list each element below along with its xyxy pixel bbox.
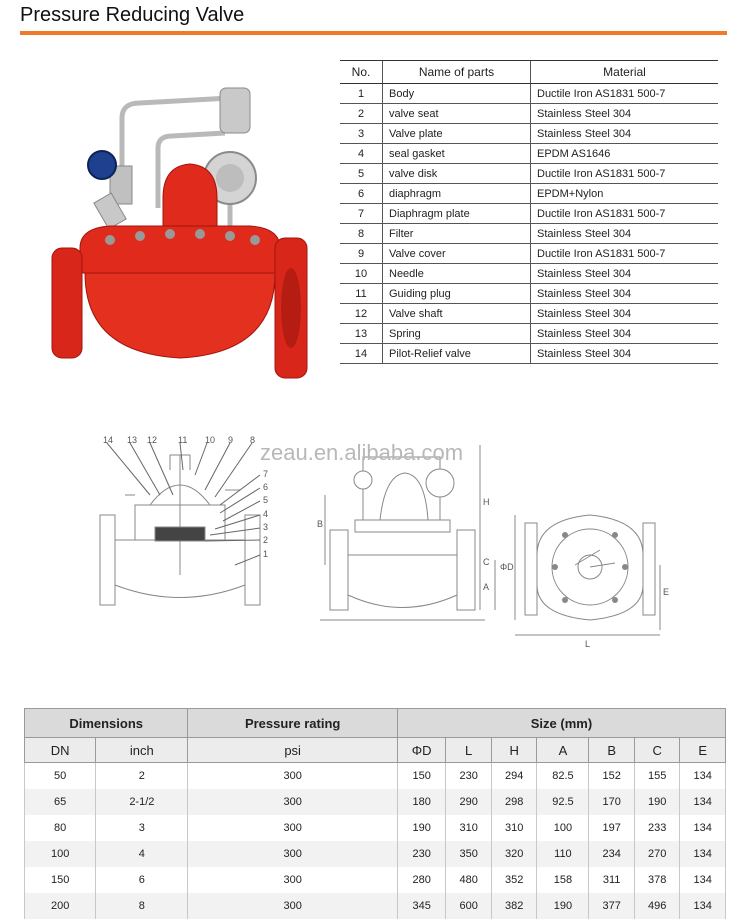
dims-cell: 100 [25, 841, 96, 867]
parts-cell-name: Needle [383, 264, 531, 284]
dims-cell: 382 [491, 893, 537, 919]
dims-cell: 270 [634, 841, 680, 867]
parts-cell-material: Stainless Steel 304 [531, 224, 719, 244]
dims-cell: 300 [188, 841, 398, 867]
parts-row [340, 324, 718, 344]
dims-header-pressure: Pressure rating [188, 709, 398, 738]
parts-cell-no: 2 [340, 104, 383, 124]
drawing-label-12: 12 [147, 435, 157, 445]
parts-cell-name: valve disk [383, 164, 531, 184]
dims-cell: 180 [397, 789, 445, 815]
parts-cell-name: Filter [383, 224, 531, 244]
parts-cell-name: seal gasket [383, 144, 531, 164]
parts-header-name: Name of parts [383, 61, 531, 84]
dims-cell: 134 [680, 867, 726, 893]
parts-row [340, 244, 718, 264]
dims-cell: 150 [25, 867, 96, 893]
parts-row [340, 284, 718, 304]
parts-cell-name: Pilot-Relief valve [383, 344, 531, 364]
drawing-label-l: L [585, 639, 590, 649]
dims-cell: 170 [589, 789, 635, 815]
drawing-label-9: 9 [228, 435, 233, 445]
parts-table-body [340, 84, 718, 364]
technical-drawing [95, 435, 675, 650]
dims-cell: 80 [25, 815, 96, 841]
parts-cell-no: 11 [340, 284, 383, 304]
dims-cell: 345 [397, 893, 445, 919]
drawing-label-2: 2 [263, 535, 268, 545]
dims-cell: 378 [634, 867, 680, 893]
parts-header-no: No. [340, 61, 383, 84]
dims-cell: 300 [188, 867, 398, 893]
dims-cell: 152 [589, 763, 635, 790]
dims-cell: 230 [446, 763, 492, 790]
dims-cell: 8 [96, 893, 188, 919]
dims-row [25, 893, 726, 919]
parts-cell-no: 12 [340, 304, 383, 324]
drawing-label-7: 7 [263, 469, 268, 479]
dims-row [25, 815, 726, 841]
parts-table [340, 60, 718, 364]
parts-cell-material: Stainless Steel 304 [531, 304, 719, 324]
dims-cell: 311 [589, 867, 635, 893]
parts-row [340, 204, 718, 224]
parts-cell-material: Ductile Iron AS1831 500-7 [531, 84, 719, 104]
drawing-label-14: 14 [103, 435, 113, 445]
parts-cell-name: Valve plate [383, 124, 531, 144]
dims-cell: 134 [680, 815, 726, 841]
parts-cell-material: Stainless Steel 304 [531, 104, 719, 124]
parts-cell-no: 4 [340, 144, 383, 164]
dims-cell: 158 [537, 867, 589, 893]
parts-row [340, 84, 718, 104]
drawing-label-8: 8 [250, 435, 255, 445]
drawing-label-c: C [483, 557, 490, 567]
drawing-label-10: 10 [205, 435, 215, 445]
dims-subheader-cell: DN [25, 738, 96, 763]
dims-header-size: Size (mm) [397, 709, 725, 738]
dims-cell: 350 [446, 841, 492, 867]
parts-row [340, 224, 718, 244]
dims-cell: 2 [96, 763, 188, 790]
parts-cell-material: Ductile Iron AS1831 500-7 [531, 244, 719, 264]
dims-cell: 234 [589, 841, 635, 867]
dims-cell: 134 [680, 841, 726, 867]
parts-cell-no: 6 [340, 184, 383, 204]
dims-table-body [25, 763, 726, 919]
dims-subheader-cell: C [634, 738, 680, 763]
dims-cell: 65 [25, 789, 96, 815]
parts-cell-no: 7 [340, 204, 383, 224]
dims-cell: 230 [397, 841, 445, 867]
parts-cell-name: Spring [383, 324, 531, 344]
dims-cell: 352 [491, 867, 537, 893]
drawing-label-13: 13 [127, 435, 137, 445]
parts-row [340, 124, 718, 144]
parts-row [340, 184, 718, 204]
dims-row [25, 789, 726, 815]
dims-subheader-cell: A [537, 738, 589, 763]
dims-cell: 110 [537, 841, 589, 867]
dims-row [25, 841, 726, 867]
dims-cell: 600 [446, 893, 492, 919]
dims-cell: 280 [397, 867, 445, 893]
dims-cell: 100 [537, 815, 589, 841]
parts-cell-name: Guiding plug [383, 284, 531, 304]
dims-cell: 134 [680, 763, 726, 790]
parts-cell-material: Stainless Steel 304 [531, 284, 719, 304]
dims-cell: 480 [446, 867, 492, 893]
parts-row [340, 264, 718, 284]
dims-cell: 4 [96, 841, 188, 867]
dims-cell: 300 [188, 815, 398, 841]
drawing-label-h: H [483, 497, 490, 507]
dims-cell: 310 [446, 815, 492, 841]
dims-cell: 3 [96, 815, 188, 841]
dims-cell: 2-1/2 [96, 789, 188, 815]
dims-subheader-cell: psi [188, 738, 398, 763]
dims-cell: 6 [96, 867, 188, 893]
drawing-label-1: 1 [263, 549, 268, 559]
parts-cell-name: Valve shaft [383, 304, 531, 324]
title-underline [20, 31, 727, 35]
dims-cell: 233 [634, 815, 680, 841]
dims-header-dimensions: Dimensions [25, 709, 188, 738]
dims-subheader-cell: H [491, 738, 537, 763]
drawing-label-e: E [663, 587, 669, 597]
dims-cell: 190 [397, 815, 445, 841]
parts-cell-material: Stainless Steel 304 [531, 124, 719, 144]
parts-cell-no: 9 [340, 244, 383, 264]
dims-cell: 496 [634, 893, 680, 919]
dimensions-table [24, 708, 726, 919]
dims-cell: 134 [680, 789, 726, 815]
parts-cell-no: 13 [340, 324, 383, 344]
page-title: Pressure Reducing Valve [20, 4, 244, 27]
drawing-label-phid: ΦD [500, 562, 514, 572]
dims-subheader-cell: B [589, 738, 635, 763]
drawing-label-11: 11 [178, 435, 187, 445]
dims-cell: 197 [589, 815, 635, 841]
dims-cell: 190 [537, 893, 589, 919]
dims-subheader-cell: inch [96, 738, 188, 763]
dims-cell: 310 [491, 815, 537, 841]
parts-cell-material: EPDM AS1646 [531, 144, 719, 164]
drawing-label-a: A [483, 582, 489, 592]
dims-subheader-cell: L [446, 738, 492, 763]
parts-cell-material: Stainless Steel 304 [531, 324, 719, 344]
parts-cell-no: 3 [340, 124, 383, 144]
parts-row [340, 344, 718, 364]
valve-photo [50, 78, 310, 388]
parts-row [340, 104, 718, 124]
drawing-label-3: 3 [263, 522, 268, 532]
parts-row [340, 164, 718, 184]
dims-subheader-cell: ΦD [397, 738, 445, 763]
parts-cell-material: Ductile Iron AS1831 500-7 [531, 164, 719, 184]
dims-cell: 320 [491, 841, 537, 867]
parts-cell-material: EPDM+Nylon [531, 184, 719, 204]
drawing-label-b: B [317, 519, 323, 529]
dims-cell: 190 [634, 789, 680, 815]
dims-cell: 82.5 [537, 763, 589, 790]
parts-cell-name: Valve cover [383, 244, 531, 264]
parts-row [340, 144, 718, 164]
dims-cell: 298 [491, 789, 537, 815]
parts-cell-material: Ductile Iron AS1831 500-7 [531, 204, 719, 224]
parts-cell-no: 1 [340, 84, 383, 104]
drawing-label-5: 5 [263, 495, 268, 505]
dims-subheader-cell: E [680, 738, 726, 763]
parts-row [340, 304, 718, 324]
parts-cell-material: Stainless Steel 304 [531, 344, 719, 364]
dims-cell: 92.5 [537, 789, 589, 815]
parts-cell-name: Diaphragm plate [383, 204, 531, 224]
parts-cell-no: 5 [340, 164, 383, 184]
parts-cell-no: 14 [340, 344, 383, 364]
dims-cell: 377 [589, 893, 635, 919]
drawing-label-4: 4 [263, 509, 268, 519]
dims-subheader-row [25, 738, 726, 763]
parts-cell-no: 8 [340, 224, 383, 244]
parts-header-material: Material [531, 61, 719, 84]
parts-cell-name: valve seat [383, 104, 531, 124]
dims-cell: 200 [25, 893, 96, 919]
dims-cell: 155 [634, 763, 680, 790]
watermark: zeau.en.alibaba.com [260, 440, 463, 466]
dims-cell: 290 [446, 789, 492, 815]
dims-cell: 300 [188, 893, 398, 919]
drawing-label-6: 6 [263, 482, 268, 492]
dims-cell: 134 [680, 893, 726, 919]
parts-cell-material: Stainless Steel 304 [531, 264, 719, 284]
dims-cell: 294 [491, 763, 537, 790]
dims-cell: 300 [188, 789, 398, 815]
dims-cell: 150 [397, 763, 445, 790]
parts-cell-name: diaphragm [383, 184, 531, 204]
dims-cell: 300 [188, 763, 398, 790]
dims-row [25, 867, 726, 893]
dims-row [25, 763, 726, 790]
parts-cell-no: 10 [340, 264, 383, 284]
dims-cell: 50 [25, 763, 96, 790]
parts-cell-name: Body [383, 84, 531, 104]
